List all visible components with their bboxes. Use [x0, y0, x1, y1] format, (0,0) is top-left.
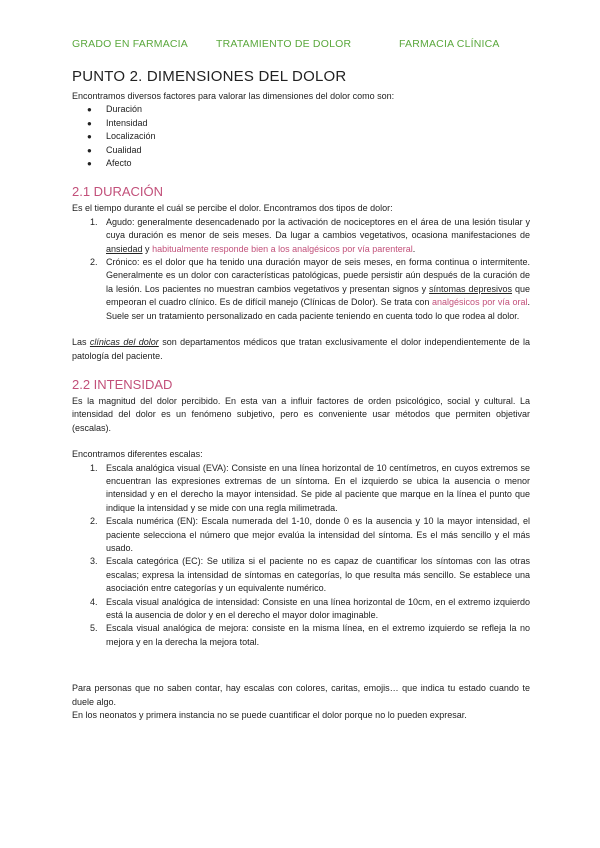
section-heading-intensidad: 2.2 INTENSIDAD — [72, 376, 173, 392]
highlighted-text: analgésicos por vía oral — [432, 297, 528, 308]
header-degree: GRADO EN FARMACIA — [72, 38, 188, 50]
underlined-term: ansiedad — [106, 243, 143, 254]
page-header — [72, 38, 540, 52]
list-item — [72, 596, 530, 623]
list-number: 1. — [90, 216, 98, 227]
underlined-term: síntomas depresivos — [429, 283, 513, 294]
list-item-agudo — [72, 216, 530, 256]
list-number: 2. — [90, 257, 98, 268]
clinicas-text: Las — [72, 337, 90, 348]
list-item — [72, 555, 530, 595]
duracion-intro: Es el tiempo durante el cuál se percibe el dolor. Encontramos dos tipos de dolor: — [72, 203, 393, 214]
list-item: ● Intensidad — [72, 117, 530, 130]
scale-text: Escala visual analógica de intensidad: Consiste en una línea horizontal de 10cm, en el extremo izquierdo está la ausencia de dolor y en el derecho el mayor dolor imaginable. — [106, 596, 530, 620]
note-escalas: Para personas que no saben contar, hay escalas con colores, caritas, emojis… que indica tu estado cuando te duele algo. — [72, 683, 530, 707]
scales-intro: Encontramos diferentes escalas: — [72, 449, 203, 460]
list-item: ● Duración — [72, 103, 530, 116]
scale-text: Escala analógica visual (EVA): Consiste en una línea horizontal de 10 centímetros, en cuyos extremos se encuentran las expresiones extremas de un síntoma. En el izquierdo se ubica la ausencia o menor intensidad y en el derecho la mayor intensidad. Se pide al paciente que marque en la línea el punto que indique la intensidad y se mide con una regla milimetrada. — [106, 462, 530, 513]
document-body — [72, 68, 530, 722]
agudo-text: Agudo: generalmente desencadenado por la activación de nociceptores en el área de una lesión tisular y cuya duración es menor de seis meses. Da lugar a cambios vegetativos, ocasiona manifestaciones de — [106, 216, 530, 241]
list-item: ● Cualidad — [72, 144, 530, 157]
scales-list — [72, 462, 530, 650]
header-subject: TRATAMIENTO DE DOLOR — [216, 38, 352, 50]
agudo-text: . — [412, 243, 416, 254]
list-item-cronico — [72, 256, 530, 323]
cronico-text: . Suele ser un tratamiento personalizado en cada paciente teniendo en cuenta todo lo que rodea al dolor. — [106, 297, 531, 321]
list-item: ● Localización — [72, 130, 530, 143]
cronico-text: que empeoran el cuadro clínico. Es de difícil manejo (Clínicas de Dolor). Se trata con — [106, 283, 530, 308]
list-item — [72, 515, 530, 555]
list-number: 4. — [90, 596, 98, 607]
scale-text: Escala visual analógica de mejora: consiste en la misma línea, en el extremo izquierdo se refleja la no mejora y en la derecha la mejora total. — [106, 623, 530, 647]
list-item — [72, 622, 530, 649]
list-item — [72, 462, 530, 516]
list-item: ● Afecto — [72, 157, 530, 170]
clinicas-paragraph — [72, 336, 530, 363]
header-area: FARMACIA CLÍNICA — [399, 38, 500, 50]
clinicas-text: son departamentos médicos que tratan exclusivamente el dolor independientemente de la patología del paciente. — [72, 337, 530, 361]
highlighted-text: habitualmente responde bien a los analgésicos por vía parenteral — [152, 243, 413, 254]
scale-text: Escala numérica (EN): Escala numerada del 1-10, donde 0 es la ausencia y 10 la mayor intensidad, el paciente selecciona el número que mejor evalúa la intensidad del síntoma. Es el más sencillo y el más usado. — [106, 516, 530, 553]
list-number: 3. — [90, 556, 98, 567]
list-number: 2. — [90, 516, 98, 527]
list-number: 5. — [90, 623, 98, 634]
intensidad-intro: Es la magnitud del dolor percibido. En esta van a influir factores de orden psicológico, social y cultural. La intensidad del dolor es un fenómeno subjetivo, pero es conveniente usar métodos que permiten objetivar (escalas). — [72, 395, 530, 433]
list-number: 1. — [90, 462, 98, 473]
factors-intro: Encontramos diversos factores para valorar las dimensiones del dolor como son: — [72, 91, 395, 101]
cronico-text: Crónico: es el dolor que ha tenido una duración mayor de seis meses, en forma continua o intermitente. Generalmente es un dolor con características patológicas, puede persistir aún después de la curación de la lesión. Los pacientes no muestran cambios vegetativos y presentan signos y — [106, 257, 530, 294]
agudo-text: y — [142, 243, 153, 254]
section-heading-duracion: 2.1 DURACIÓN — [72, 184, 164, 200]
underlined-term: clínicas del dolor — [89, 337, 159, 348]
pain-types-list — [72, 216, 530, 323]
note-neonatos: En los neonatos y primera instancia no se puede cuantificar el dolor porque no lo pueden expresar. — [72, 710, 467, 721]
factors-list — [72, 103, 530, 170]
scale-text: Escala categórica (EC): Se utiliza si el paciente no es capaz de cuantificar los síntomas con las otras escalas; expresa la intensidad de síntomas en categorías, lo que resulta más sencillo. Se establece una asociación entre categorías y un equivalente numérico. — [106, 556, 530, 594]
page-title: PUNTO 2. DIMENSIONES DEL DOLOR — [72, 68, 347, 85]
